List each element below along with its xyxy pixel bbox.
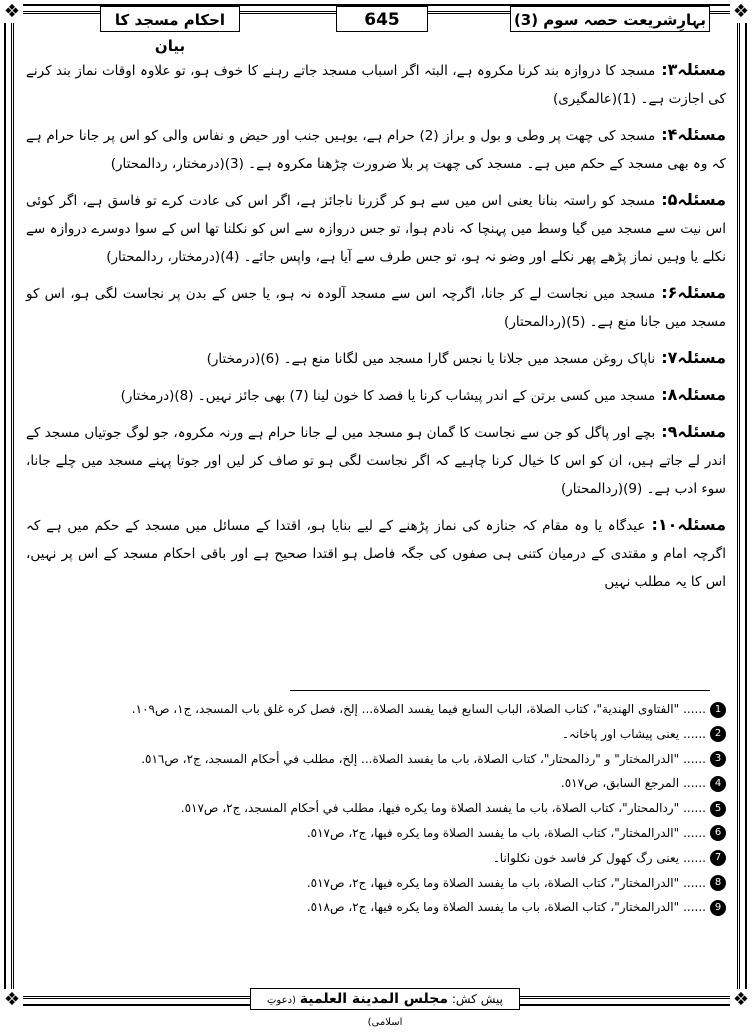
footnote-text: یعنی رگ کھول کر فاسد خون نکلوانا۔ xyxy=(492,850,680,865)
masala-paragraph xyxy=(26,56,726,113)
masala-paragraph xyxy=(26,511,726,596)
masala-text: ناپاک روغن مسجد میں جلانا یا نجس گارا مسجد میں لگانا منع ہے۔ (6)(درمختار) xyxy=(206,351,656,367)
footnote: 8......"الدرالمختار"، كتاب الصلاة، باب ما يفسد الصلاة وما يكره فيها، ج٢، ص٥١٧. xyxy=(26,871,726,896)
page-header xyxy=(100,6,710,55)
footnote-number: 9 xyxy=(710,900,726,916)
masala-paragraph xyxy=(26,381,726,410)
page-number: 645 xyxy=(336,6,428,32)
masala-label: مسئلہ۹: xyxy=(661,422,726,441)
footnote: 2......یعنی پیشاب اور پاخانہ۔ xyxy=(26,722,726,747)
footnote: 7......یعنی رگ کھول کر فاسد خون نکلوانا۔ xyxy=(26,846,726,871)
masala-label: مسئلہ۷: xyxy=(661,348,726,367)
masala-text: مسجد کی چھت پر وطی و بول و براز (2) حرام ہے، یوہیں جنب اور حیض و نفاس والی کو اس پر جانا حرام ہے کہ وہ بھی مسجد کے حکم میں ہے۔ مسجد کی چھت پر بلا ضرورت چڑھنا مکروہ ہے۔ (3)(درمختار، ردالمحتار) xyxy=(26,128,726,172)
masala-paragraph xyxy=(26,279,726,336)
footnote-text: یعنی پیشاب اور پاخانہ۔ xyxy=(561,726,680,741)
corner-ornament-icon: ❖ xyxy=(1,989,23,1011)
footnote-text: المرجع السابق، ص٥١٧. xyxy=(560,776,680,791)
masala-label: مسئلہ۸: xyxy=(661,385,726,404)
footnote-text: "الدرالمختار" و "ردالمحتار"، كتاب الصلاة، باب ما يفسد الصلاة... إلخ، مطلب في أحكام المسجد، ج٢، ص٥١٦. xyxy=(141,751,680,766)
masala-paragraph xyxy=(26,121,726,178)
footnote-text: "الدرالمختار"، كتاب الصلاة، باب ما يفسد الصلاة وما يكره فيها، ج٢، ص٥١٧. xyxy=(306,875,680,890)
footnote: 9......"الدرالمختار"، كتاب الصلاة، باب ما يفسد الصلاة وما يكره فيها، ج٢، ص٥١٨. xyxy=(26,895,726,920)
footer-presenter: پیش کش: xyxy=(451,992,503,1006)
footnote: 1......"الفتاوی الهندية"، كتاب الصلاة، الباب السابع فيما يفسد الصلاة... إلخ، فصل كره غلق باب المسجد، ج١، ص١٠٩. xyxy=(26,697,726,722)
masala-text: بچے اور پاگل کو جن سے نجاست کا گمان ہو مسجد میں لے جانا حرام ہے ورنہ مکروہ، جو لوگ جوتیاں مسجد کے اندر لے جاتے ہیں، ان کو اس کا خیال کرنا چاہیے کہ اگر نجاست لگی ہو تو صاف کر لیں اور جوتا پہنے مسجد میں چلے جانا، سوء ادب ہے۔ (9)(ردالمحتار) xyxy=(26,425,726,497)
page-footer xyxy=(250,988,520,1028)
masala-label: مسئلہ۶: xyxy=(661,283,726,302)
footnote: 6......"الدرالمختار"، كتاب الصلاة، باب ما يفسد الصلاة وما يكره فيها، ج٢، ص٥١٧. xyxy=(26,821,726,846)
corner-ornament-icon: ❖ xyxy=(1,1,23,23)
footer-org-note: (دعوتِ اسلامی) xyxy=(267,995,403,1028)
footnote-number: 7 xyxy=(710,850,726,866)
footnote-number: 1 xyxy=(710,702,726,718)
masala-text: مسجد میں نجاست لے کر جانا، اگرچہ اس سے مسجد آلودہ نہ ہو، یا جس کے بدن پر نجاست لگی ہو، اس کو مسجد میں جانا منع ہے۔ (5)(ردالمحتار) xyxy=(26,286,726,330)
masala-label: مسئلہ۴: xyxy=(661,125,726,144)
footnote: 3......"الدرالمختار" و "ردالمحتار"، كتاب الصلاة، باب ما يفسد الصلاة... إلخ، مطلب في أحكام المسجد، ج٢، ص٥١٦. xyxy=(26,747,726,772)
footnote-divider xyxy=(290,690,710,691)
footnotes xyxy=(26,697,726,920)
footnote: 4......المرجع السابق، ص٥١٧. xyxy=(26,771,726,796)
masala-text: عیدگاہ یا وہ مقام کہ جنازہ کی نماز پڑھنے کے لیے بنایا ہو، اقتدا کے مسائل میں مسجد کے حکم میں ہے کہ اگرچہ امام و مقتدی کے درمیان کتنی ہی صفوں کی جگہ فاصل ہو اقتدا صحیح ہے اور باقی احکام مسجد کے اس پر نہیں، اس کا یہ مطلب نہیں xyxy=(26,518,726,590)
masala-paragraph xyxy=(26,186,726,271)
masala-text: مسجد کا دروازہ بند کرنا مکروہ ہے، البتہ اگر اسباب مسجد جاتے رہنے کا خوف ہو، تو علاوہ اوقات نماز بند کرنے کی اجازت ہے۔ (1)(عالمگیری) xyxy=(26,63,726,107)
footnote-number: 8 xyxy=(710,875,726,891)
footnote-number: 2 xyxy=(710,726,726,742)
chapter-title: احکام مسجد کا بیان xyxy=(100,6,240,32)
masala-paragraph xyxy=(26,418,726,503)
masala-paragraph xyxy=(26,344,726,373)
masala-text: مسجد کو راستہ بنانا یعنی اس میں سے ہو کر گزرنا ناجائز ہے، اگر اس کی عادت کرے تو فاسق ہے، اگر کوئی اس نیت سے مسجد میں گیا وسط میں پہنچا کہ نادم ہوا، تو جس دروازہ سے اس کو نکلنا تھا اس کے سوا دوسرے دروازہ سے نکلے یا وہیں نماز پڑھے پھر نکلے اور وضو نہ ہو، تو جس طرف سے آیا ہے، واپس جائے۔ (4)(درمختار، ردالمحتار) xyxy=(26,193,726,265)
footnote-text: "الدرالمختار"، كتاب الصلاة، باب ما يفسد الصلاة وما يكره فيها، ج٢، ص٥١٧. xyxy=(306,825,680,840)
book-title: بہارِشریعت حصہ سوم (3) xyxy=(510,6,710,32)
footnote-text: "الدرالمختار"، كتاب الصلاة، باب ما يفسد الصلاة وما يكره فيها، ج٢، ص٥١٨. xyxy=(306,900,680,915)
masala-text: مسجد میں کسی برتن کے اندر پیشاب کرنا یا فصد کا خون لینا (7) بھی جائز نہیں۔ (8)(درمختار) xyxy=(120,388,656,404)
footnote-number: 5 xyxy=(710,801,726,817)
main-text xyxy=(26,56,726,604)
footnote: 5......"ردالمحتار"، كتاب الصلاة، باب ما يفسد الصلاة وما يكره فيها، مطلب في أحكام المسجد، ج٢، ص٥١٧. xyxy=(26,796,726,821)
footnote-number: 4 xyxy=(710,776,726,792)
corner-ornament-icon: ❖ xyxy=(730,989,752,1011)
footnote-number: 3 xyxy=(710,751,726,767)
footnote-text: "ردالمحتار"، كتاب الصلاة، باب ما يفسد الصلاة وما يكره فيها، مطلب في أحكام المسجد، ج٢، ص٥١٧. xyxy=(180,801,680,816)
masala-label: مسئلہ۳: xyxy=(661,60,726,79)
footer-org-name: مجلس المدينة العلمية xyxy=(299,991,449,1007)
masala-label: مسئلہ۱۰: xyxy=(651,515,726,534)
footnote-number: 6 xyxy=(710,825,726,841)
masala-label: مسئلہ۵: xyxy=(661,190,726,209)
footnote-text: "الفتاوی الهندية"، كتاب الصلاة، الباب السابع فيما يفسد الصلاة... إلخ، فصل كره غلق باب المسجد، ج١، ص١٠٩. xyxy=(131,702,680,716)
corner-ornament-icon: ❖ xyxy=(730,1,752,23)
